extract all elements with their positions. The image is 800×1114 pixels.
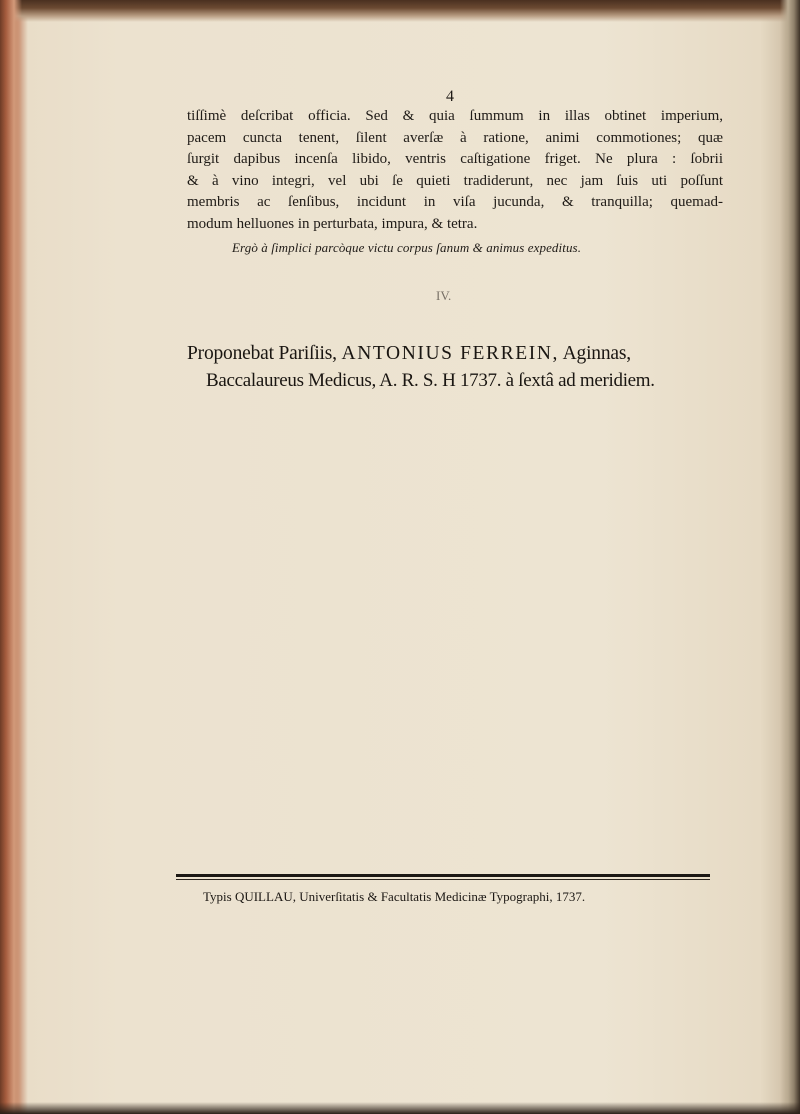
proposer-line	[187, 343, 717, 365]
book-right-edge	[780, 0, 800, 1114]
body-line: pacem cuncta tenent, ſilent averſæ à ratione, animi commotiones; quæ	[187, 129, 723, 146]
page-number: 4	[446, 88, 454, 105]
body-line: tiſſimè deſcribat officia. Sed & quia ſummum in illas obtinet imperium,	[187, 108, 723, 124]
body-line: membris ac ſenſibus, incidunt in viſa jucunda, & tranquilla; quemad-	[187, 194, 723, 210]
book-bottom-edge	[0, 1102, 800, 1114]
section-numeral: IV.	[436, 288, 452, 303]
proposer-prefix: Proponebat Pariſiis,	[187, 343, 337, 364]
binding-top-edge	[0, 0, 800, 22]
body-paragraph	[187, 106, 723, 235]
body-line: modum helluones in perturbata, impura, & tetra.	[187, 215, 478, 232]
footer-rule-thin	[176, 879, 710, 880]
footer-rule-thick	[176, 874, 710, 877]
thesis-conclusion: Ergò à ſimplici parcòque victu corpus ſanum & animus expeditus.	[232, 240, 582, 255]
book-left-edge	[0, 0, 22, 1114]
printer-imprint: Typis QUILLAU, Univerſitatis & Facultatis Medicinæ Typographi, 1737.	[203, 889, 586, 904]
body-line: ſurgit dapibus incenſa libido, ventris caſtigatione friget. Ne plura : ſobrii	[187, 151, 723, 167]
body-line: & à vino integri, vel ubi ſe quieti tradiderunt, nec jam ſuis uti poſſunt	[187, 172, 723, 189]
proposer-name: ANTONIUS FERREIN,	[341, 343, 560, 364]
degree-date-line: Baccalaureus Medicus, A. R. S. H 1737. à ſextâ ad meridiem.	[206, 370, 655, 391]
proposer-origin: Aginnas,	[562, 343, 631, 364]
